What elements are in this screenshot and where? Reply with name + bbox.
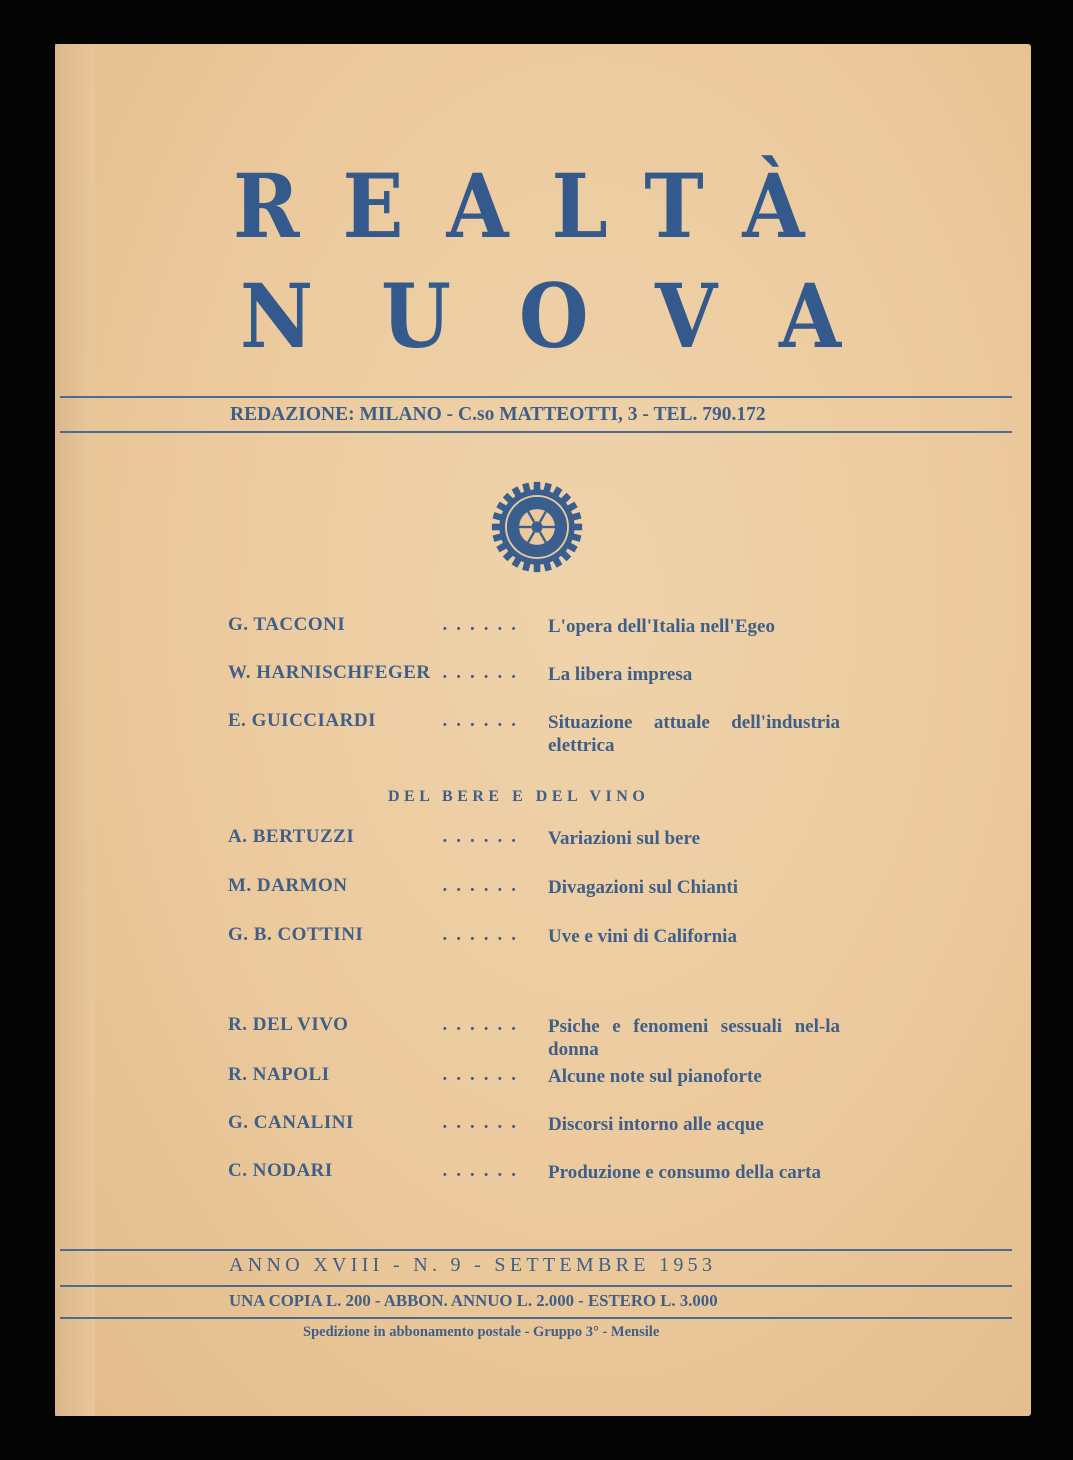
postal-note: Spedizione in abbonamento postale - Gruppo 3° - Mensile (303, 1324, 660, 1340)
toc-leader-dots: ...... (442, 924, 525, 945)
toc-author: C. NODARI (228, 1160, 333, 1181)
toc-leader-dots: ...... (442, 826, 525, 847)
toc-leader-dots: ...... (442, 1112, 525, 1133)
toc-article-title: L'opera dell'Italia nell'Egeo (548, 616, 775, 637)
prices: UNA COPIA L. 200 - ABBON. ANNUO L. 2.000 - ESTERO L. 3.000 (229, 1291, 718, 1310)
issue-info: ANNO XVIII - N. 9 - SETTEMBRE 1953 (229, 1254, 717, 1276)
cover-spine (55, 44, 95, 1416)
divider (60, 431, 1012, 433)
toc-leader-dots: ...... (442, 1064, 525, 1085)
section-heading: DEL BERE E DEL VINO (388, 788, 650, 805)
toc-article-title: Divagazioni sul Chianti (548, 877, 739, 898)
toc-author: R. DEL VIVO (228, 1014, 349, 1035)
address: REDAZIONE: MILANO - C.so MATTEOTTI, 3 - TEL. 790.172 (230, 404, 766, 425)
toc-leader-dots: ...... (442, 710, 525, 731)
toc-author: G. CANALINI (228, 1112, 354, 1133)
toc-author: A. BERTUZZI (228, 826, 355, 847)
toc-leader-dots: ...... (442, 662, 525, 683)
toc-author: M. DARMON (228, 875, 348, 896)
toc-author: G. TACCONI (228, 614, 346, 635)
toc-article-title: Discorsi intorno alle acque (548, 1114, 764, 1135)
toc-leader-dots: ...... (442, 614, 525, 635)
toc-article-title: Uve e vini di California (548, 926, 737, 947)
toc-author: G. B. COTTINI (228, 924, 364, 945)
toc-article-title: Produzione e consumo della carta (548, 1162, 822, 1183)
toc-author: R. NAPOLI (228, 1064, 330, 1085)
toc-article-title: La libera impresa (548, 664, 693, 685)
toc-leader-dots: ...... (442, 1014, 525, 1035)
masthead-line2: NUOVA (240, 264, 910, 368)
toc-author: E. GUICCIARDI (228, 710, 376, 731)
divider (60, 396, 1012, 398)
toc-leader-dots: ...... (442, 875, 525, 896)
toc-author: W. HARNISCHFEGER (228, 662, 431, 683)
toc-article-title: Alcune note sul pianoforte (548, 1066, 762, 1087)
divider (60, 1317, 1012, 1319)
toc-leader-dots: ...... (442, 1160, 525, 1181)
toc-article-title: Variazioni sul bere (548, 828, 701, 849)
rotary-logo-icon (490, 480, 584, 574)
masthead-line1: REALTÀ (233, 154, 848, 258)
toc-article-title: Psiche e fenomeni sessuali nel-la donna (548, 1016, 840, 1060)
toc-article-title: Situazione attuale dell'industria elettrica (548, 712, 840, 756)
divider (60, 1285, 1012, 1287)
divider (60, 1249, 1012, 1251)
